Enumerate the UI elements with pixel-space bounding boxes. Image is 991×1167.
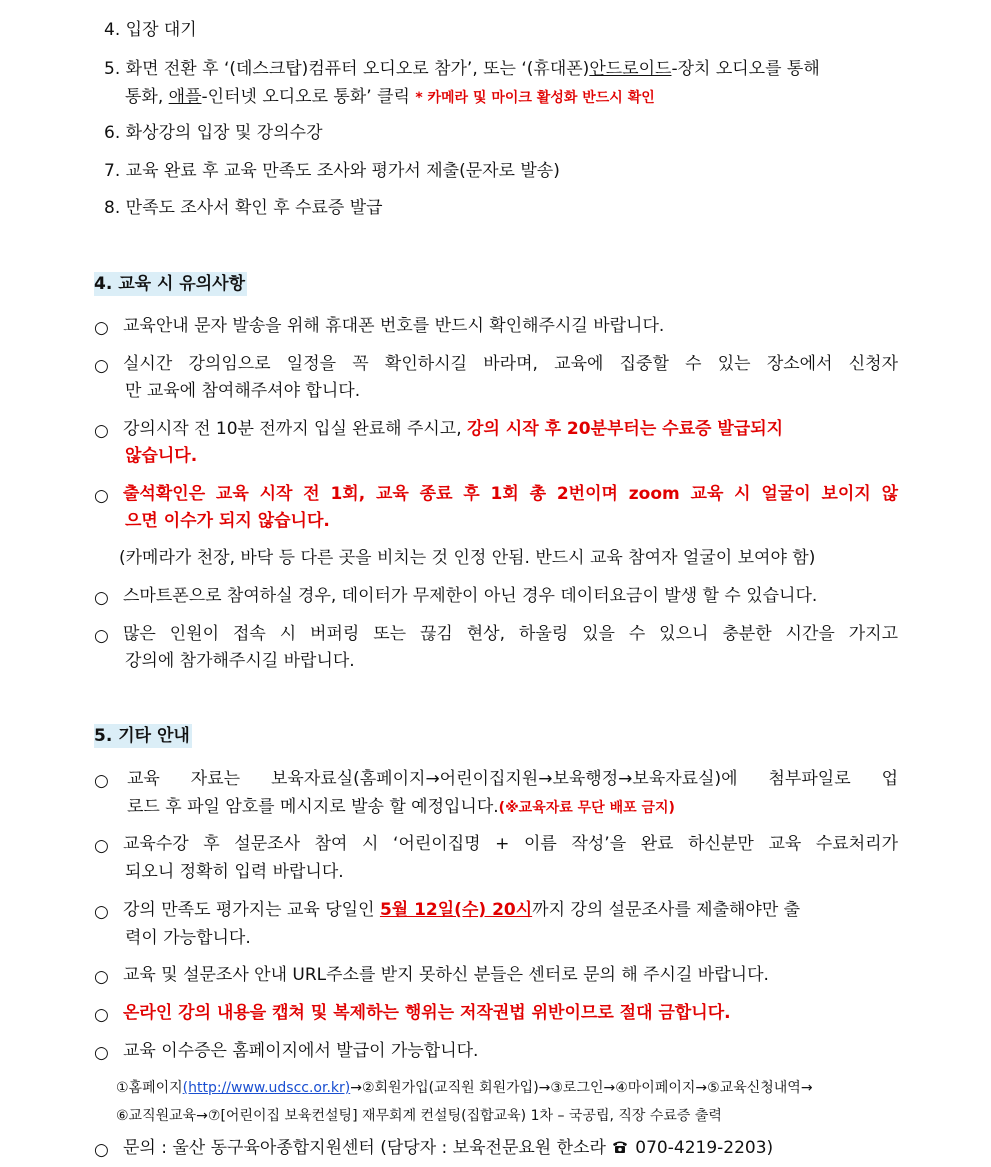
s5-path-line1	[116, 1076, 813, 1100]
bullet-icon: ○	[94, 1005, 109, 1025]
s5-item-6: 교육 이수증은 홈페이지에서 발급이 가능합니다.	[123, 1041, 479, 1061]
step-text: 교육 완료 후 교육 만족도 조사와 평가서 제출(문자로 발송)	[125, 161, 560, 181]
step-number: 4.	[104, 20, 121, 40]
s4-item-2-line2: 만 교육에 참여해주셔야 합니다.	[125, 381, 361, 401]
s5-item-3-text: 까지 강의 설문조사를 제출해야만 출	[532, 900, 801, 920]
apple-underlined: 애플	[168, 87, 202, 107]
s4-item-2-line1: 실시간 강의임으로 일정을 꼭 확인하시길 바라며, 교육에 집중할 수 있는 장소에서 신청자	[123, 354, 898, 374]
s4-item-5: 스마트폰으로 참여하실 경우, 데이터가 무제한이 아닌 경우 데이터요금이 발생 할 수 있습니다.	[123, 586, 818, 606]
step-5-line2	[125, 85, 655, 110]
s5-item-1-line1: 교육 자료는 보육자료실(홈페이지→어린이집지원→보육행정→보육자료실)에 첨부파일로 업	[127, 769, 898, 789]
s4-camera-note: (카메라가 천장, 바닥 등 다른 곳을 비치는 것 인정 안됨. 반드시 교육 참여자 얼굴이 보여야 함)	[119, 548, 816, 568]
s5-contact	[123, 1136, 773, 1160]
step-number: 6.	[104, 123, 121, 143]
homepage-link[interactable]: (http://www.udscc.or.kr)	[182, 1080, 351, 1096]
step-number: 7.	[104, 161, 121, 181]
s5-item-3-text: 강의 만족도 평가지는 교육 당일인	[123, 900, 380, 920]
s5-deadline: 5월 12일(수) 20시	[379, 900, 533, 920]
s5-item-1-text: 로드 후 파일 암호를 메시지로 발송 할 예정입니다.	[127, 797, 499, 817]
s5-item-4: 교육 및 설문조사 안내 URL주소를 받지 못하신 분들은 센터로 문의 해 주시길 바랍니다.	[123, 965, 769, 985]
step-6	[104, 121, 323, 145]
step-8	[104, 196, 383, 220]
step-number: 5.	[104, 59, 121, 79]
path-text: ①홈페이지	[116, 1080, 183, 1096]
s4-item-6-line2: 강의에 참가해주시길 바랍니다.	[125, 651, 355, 671]
bullet-icon: ○	[94, 356, 109, 376]
s5-item-3-line1	[123, 898, 898, 922]
s4-item-3-text: 강의시작 전 10분 전까지 입실 완료해 주시고,	[123, 419, 468, 439]
s5-item-1-line2	[127, 795, 675, 820]
s4-item-1: 교육안내 문자 발송을 위해 휴대폰 번호를 반드시 확인해주시길 바랍니다.	[123, 316, 665, 336]
path-text: →②회원가입(교직원 회원가입)→③로그인→④마이페이지→⑤교육신청내역→	[350, 1080, 813, 1096]
bullet-icon: ○	[94, 588, 109, 608]
s5-item-2-line1: 교육수강 후 설문조사 참여 시 ‘어린이집명 + 이름 작성’을 완료 하신분만 교육 수료처리가	[123, 834, 898, 854]
android-underlined: 안드로이드	[589, 59, 672, 79]
phone-icon	[611, 1137, 629, 1151]
bullet-icon: ○	[94, 836, 109, 856]
bullet-icon: ○	[94, 318, 109, 338]
bullet-icon: ○	[94, 902, 109, 922]
step-text: 화면 전환 후 ‘(데스크탑)컴퓨터 오디오로 참가’, 또는 ‘(휴대폰)	[125, 59, 590, 79]
contact-text: 문의 : 울산 동구육아종합지원센터 (담당자 : 보육전문요원 한소라	[123, 1138, 612, 1158]
step-text: 화상강의 입장 및 강의수강	[125, 123, 323, 143]
step-5	[104, 57, 898, 81]
step-text: 만족도 조사서 확인 후 수료증 발급	[125, 198, 383, 218]
s5-copyright-warning: 온라인 강의 내용을 캡쳐 및 복제하는 행위는 저작권법 위반이므로 절대 금합니다.	[123, 1003, 731, 1023]
bullet-icon: ○	[94, 421, 109, 441]
step-text: -장치 오디오를 통해	[671, 59, 820, 79]
s4-item-3-warning: 강의 시작 후 20분부터는 수료증 발급되지	[467, 419, 784, 439]
contact-phone: 070-4219-2203)	[635, 1138, 774, 1158]
s4-item-6-line1: 많은 인원이 접속 시 버퍼링 또는 끊김 현상, 하울링 있을 수 있으니 충분한 시간을 가지고	[123, 624, 898, 644]
s4-item-3	[123, 417, 898, 441]
camera-mic-warning: * 카메라 및 마이크 활성화 반드시 확인	[415, 90, 655, 106]
bullet-icon: ○	[94, 967, 109, 987]
s5-item-3-line2: 력이 가능합니다.	[125, 928, 251, 948]
bullet-icon: ○	[94, 1140, 109, 1160]
s4-item-4-line2: 으면 이수가 되지 않습니다.	[125, 511, 330, 531]
bullet-icon: ○	[94, 486, 109, 506]
step-4	[104, 18, 197, 42]
s4-item-4-line1: 출석확인은 교육 시작 전 1회, 교육 종료 후 1회 총 2번이며 zoom 교육 시 얼굴이 보이지 않	[123, 484, 898, 504]
step-text: -인터넷 오디오로 통화’ 클릭	[201, 87, 416, 107]
bullet-icon: ○	[94, 771, 109, 791]
s5-path-line2: ⑥교직원교육→⑦[어린이집 보육컨설팅] 재무회계 컨설팅(집합교육) 1차 – 국공립, 직장 수료증 출력	[116, 1108, 722, 1124]
section-4-heading: 4. 교육 시 유의사항	[94, 274, 245, 294]
step-7	[104, 159, 560, 183]
bullet-icon: ○	[94, 1043, 109, 1063]
s4-item-3-line2: 않습니다.	[125, 446, 198, 466]
step-text: 통화,	[125, 87, 169, 107]
s5-item-2-line2: 되오니 정확히 입력 바랍니다.	[125, 862, 344, 882]
step-text: 입장 대기	[125, 20, 197, 40]
step-number: 8.	[104, 198, 121, 218]
section-5-heading: 5. 기타 안내	[94, 726, 190, 746]
bullet-icon: ○	[94, 626, 109, 646]
s5-no-distribution-warning: (※교육자료 무단 배포 금지)	[498, 800, 675, 816]
